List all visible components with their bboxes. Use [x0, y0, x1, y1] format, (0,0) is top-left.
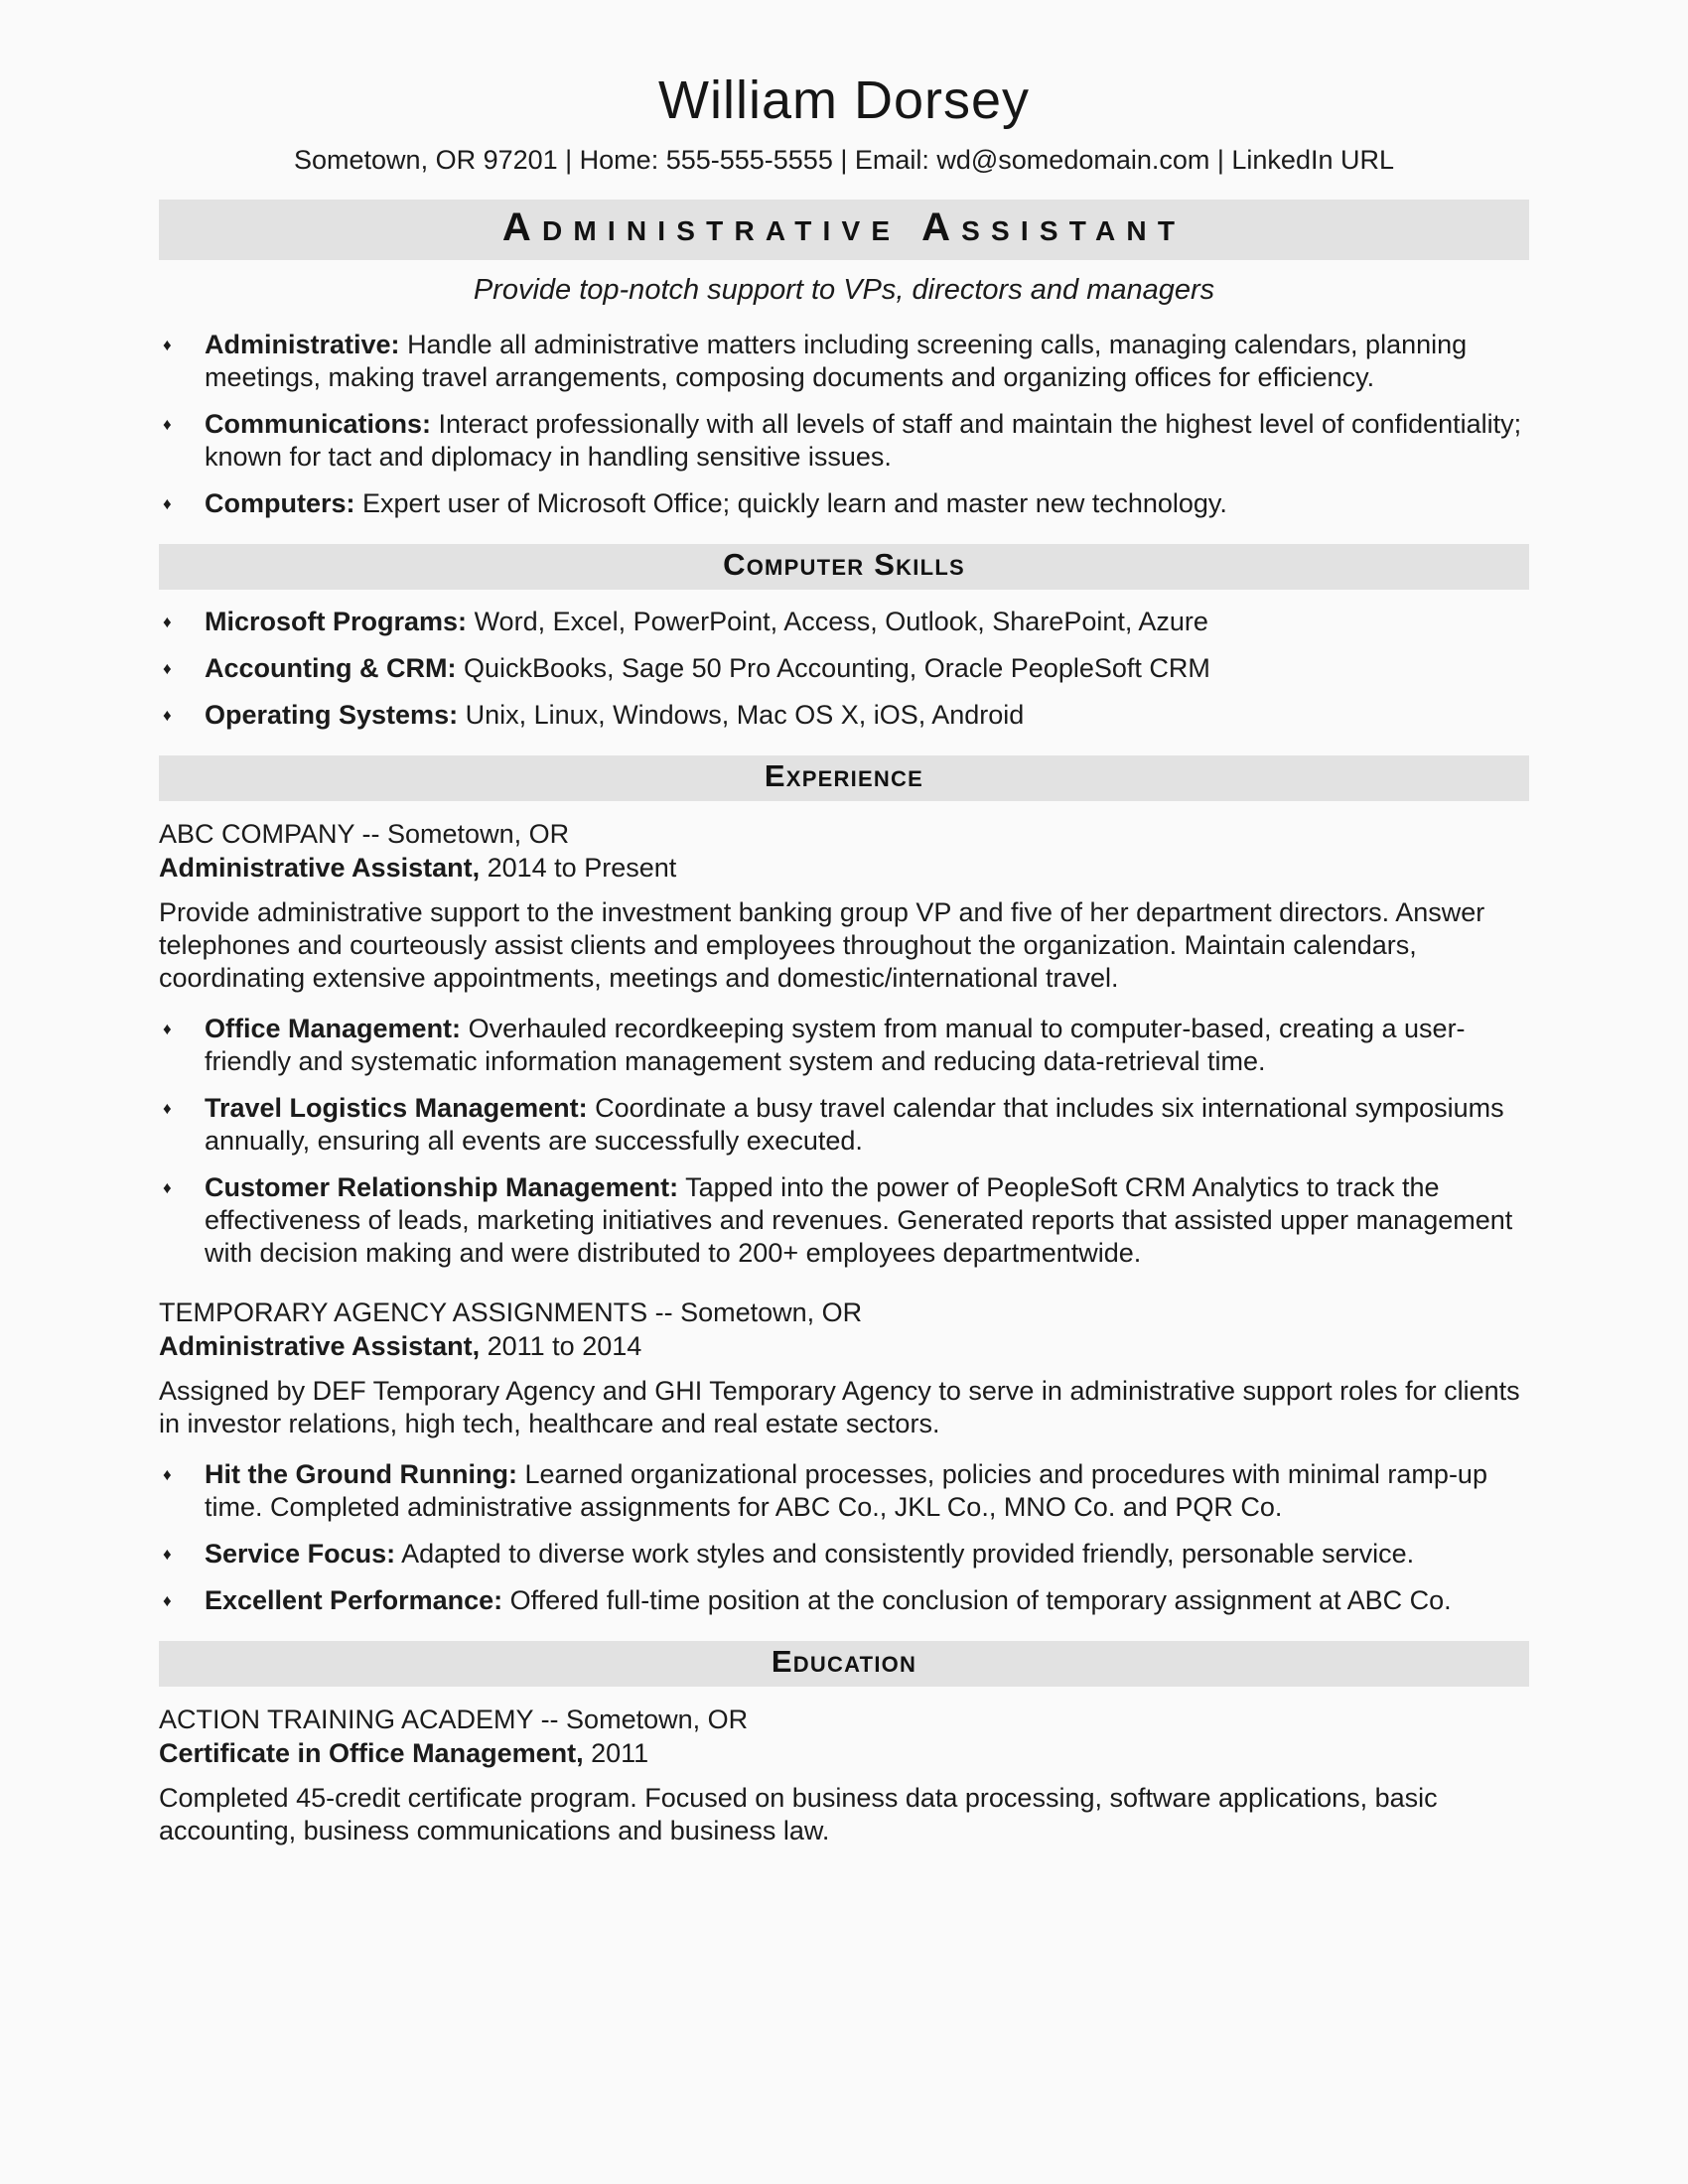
summary-bullet-text	[205, 408, 1529, 474]
job-dates: 2014 to Present	[487, 853, 677, 883]
job-entry-temporary-agency	[159, 1296, 1529, 1617]
job-entry-abc-company	[159, 817, 1529, 1270]
skill-bullet	[159, 606, 1529, 638]
bullet-body: Interact professionally with all levels of staff and maintain the highest level of confidentiality; known for tact and diplomacy in handling sensitive issues.	[205, 409, 1522, 472]
bullet-lead: Office Management:	[205, 1014, 462, 1043]
school-line: ACTION TRAINING ACADEMY -- Sometown, OR	[159, 1705, 749, 1734]
section-header-experience	[159, 755, 1529, 801]
section-header-text: Education	[771, 1644, 917, 1679]
skill-bullet-text	[205, 652, 1529, 685]
job-bullet	[159, 1584, 1529, 1617]
job-title-line	[159, 1329, 1529, 1363]
diamond-bullet-icon: ♦	[163, 1465, 172, 1484]
job-dates: 2011 to 2014	[487, 1331, 642, 1361]
diamond-bullet-icon: ♦	[163, 415, 172, 434]
skill-bullet-text	[205, 606, 1529, 638]
diamond-bullet-icon: ♦	[163, 659, 172, 678]
skill-bullet-text	[205, 699, 1529, 732]
job-bullet-text	[205, 1092, 1529, 1158]
job-bullet-list	[159, 1013, 1529, 1270]
job-bullet-text	[205, 1584, 1529, 1617]
bullet-lead: Service Focus:	[205, 1539, 396, 1569]
company-line: ABC COMPANY -- Sometown, OR	[159, 819, 570, 849]
diamond-bullet-icon: ♦	[163, 1099, 172, 1118]
bullet-body: Offered full-time position at the conclusion of temporary assignment at ABC Co.	[509, 1585, 1452, 1615]
summary-bullet	[159, 329, 1529, 394]
bullet-lead: Excellent Performance:	[205, 1585, 503, 1615]
diamond-bullet-icon: ♦	[163, 494, 172, 513]
diamond-bullet-icon: ♦	[163, 1545, 172, 1564]
diamond-bullet-icon: ♦	[163, 706, 172, 725]
job-bullet	[159, 1538, 1529, 1570]
summary-bullet-list	[159, 329, 1529, 520]
job-bullet-text	[205, 1538, 1529, 1570]
bullet-lead: Travel Logistics Management:	[205, 1093, 588, 1123]
summary-bullet-text	[205, 487, 1529, 520]
degree-name: Certificate in Office Management,	[159, 1738, 584, 1768]
diamond-bullet-icon: ♦	[163, 336, 172, 354]
job-bullet-text	[205, 1171, 1529, 1270]
degree-line	[159, 1736, 1529, 1770]
section-experience	[159, 755, 1529, 1617]
summary-bullet	[159, 408, 1529, 474]
job-bullet-text	[205, 1013, 1529, 1078]
company-line: TEMPORARY AGENCY ASSIGNMENTS -- Sometown, OR	[159, 1297, 863, 1327]
diamond-bullet-icon: ♦	[163, 613, 172, 631]
job-bullet-text	[205, 1458, 1529, 1524]
tagline: Provide top-notch support to VPs, directors and managers	[473, 274, 1215, 306]
education-description: Completed 45-credit certificate program. Focused on business data processing, software applications, basic accounting, business communications and business law.	[159, 1783, 1438, 1845]
job-summary: Assigned by DEF Temporary Agency and GHI Temporary Agency to serve in administrative support roles for clients in investor relations, high tech, healthcare and real estate sectors.	[159, 1376, 1520, 1438]
bullet-body: Learned organizational processes, policies and procedures with minimal ramp-up time. Completed administrative assignments for ABC Co., JKL Co., MNO Co. and PQR Co.	[205, 1459, 1487, 1522]
diamond-bullet-icon: ♦	[163, 1020, 172, 1038]
bullet-body: Unix, Linux, Windows, Mac OS X, iOS, Android	[465, 700, 1025, 730]
job-bullet	[159, 1458, 1529, 1524]
bullet-lead: Microsoft Programs:	[205, 607, 468, 636]
job-role: Administrative Assistant,	[159, 1331, 481, 1361]
bullet-lead: Administrative:	[205, 330, 400, 359]
section-header-education	[159, 1641, 1529, 1687]
skills-bullet-list	[159, 606, 1529, 732]
skill-bullet	[159, 652, 1529, 685]
job-bullet	[159, 1013, 1529, 1078]
contact-line: Sometown, OR 97201 | Home: 555-555-5555 | Email: wd@somedomain.com | LinkedIn URL	[294, 145, 1394, 175]
bullet-body: Word, Excel, PowerPoint, Access, Outlook, SharePoint, Azure	[474, 607, 1208, 636]
skill-bullet	[159, 699, 1529, 732]
bullet-body: Adapted to diverse work styles and consistently provided friendly, personable service.	[401, 1539, 1415, 1569]
bullet-lead: Customer Relationship Management:	[205, 1172, 679, 1202]
section-header-computer-skills	[159, 544, 1529, 590]
section-header-text: Experience	[764, 758, 924, 793]
bullet-lead: Hit the Ground Running:	[205, 1459, 517, 1489]
job-bullet	[159, 1092, 1529, 1158]
bullet-lead: Operating Systems:	[205, 700, 459, 730]
section-computer-skills	[159, 544, 1529, 732]
degree-year: 2011	[591, 1738, 649, 1768]
diamond-bullet-icon: ♦	[163, 1591, 172, 1610]
candidate-name: William Dorsey	[657, 70, 1031, 130]
bullet-lead: Computers:	[205, 488, 355, 518]
job-title-line	[159, 851, 1529, 885]
job-bullet	[159, 1171, 1529, 1270]
bullet-body: Handle all administrative matters including screening calls, managing calendars, planning meetings, making travel arrangements, composing documents and organizing offices for efficiency.	[205, 330, 1468, 392]
job-title-text: Administrative Assistant	[501, 205, 1187, 249]
job-title-banner	[159, 200, 1529, 260]
bullet-body: QuickBooks, Sage 50 Pro Accounting, Oracle PeopleSoft CRM	[463, 653, 1210, 683]
bullet-body: Expert user of Microsoft Office; quickly learn and master new technology.	[362, 488, 1227, 518]
bullet-lead: Accounting & CRM:	[205, 653, 457, 683]
job-bullet-list	[159, 1458, 1529, 1617]
summary-bullet	[159, 487, 1529, 520]
bullet-body: Coordinate a busy travel calendar that includes six international symposiums annually, ensuring all events are successfully executed.	[205, 1093, 1504, 1156]
section-header-text: Computer Skills	[723, 547, 965, 582]
bullet-body: Tapped into the power of PeopleSoft CRM Analytics to track the effectiveness of leads, marketing initiatives and revenues. Generated reports that assisted upper management with decision making and were distributed to 200+ employees departmentwide.	[205, 1172, 1513, 1268]
diamond-bullet-icon: ♦	[163, 1178, 172, 1197]
summary-bullet-text	[205, 329, 1529, 394]
section-education	[159, 1641, 1529, 1847]
job-role: Administrative Assistant,	[159, 853, 481, 883]
bullet-body: Overhauled recordkeeping system from manual to computer-based, creating a user-friendly and systematic information management system and reducing data-retrieval time.	[205, 1014, 1466, 1076]
bullet-lead: Communications:	[205, 409, 432, 439]
job-summary: Provide administrative support to the investment banking group VP and five of her department directors. Answer telephones and courteously assist clients and employees throughout the organization. Maintain calendars, coordinating extensive appointments, meetings and domestic/international travel.	[159, 897, 1485, 993]
